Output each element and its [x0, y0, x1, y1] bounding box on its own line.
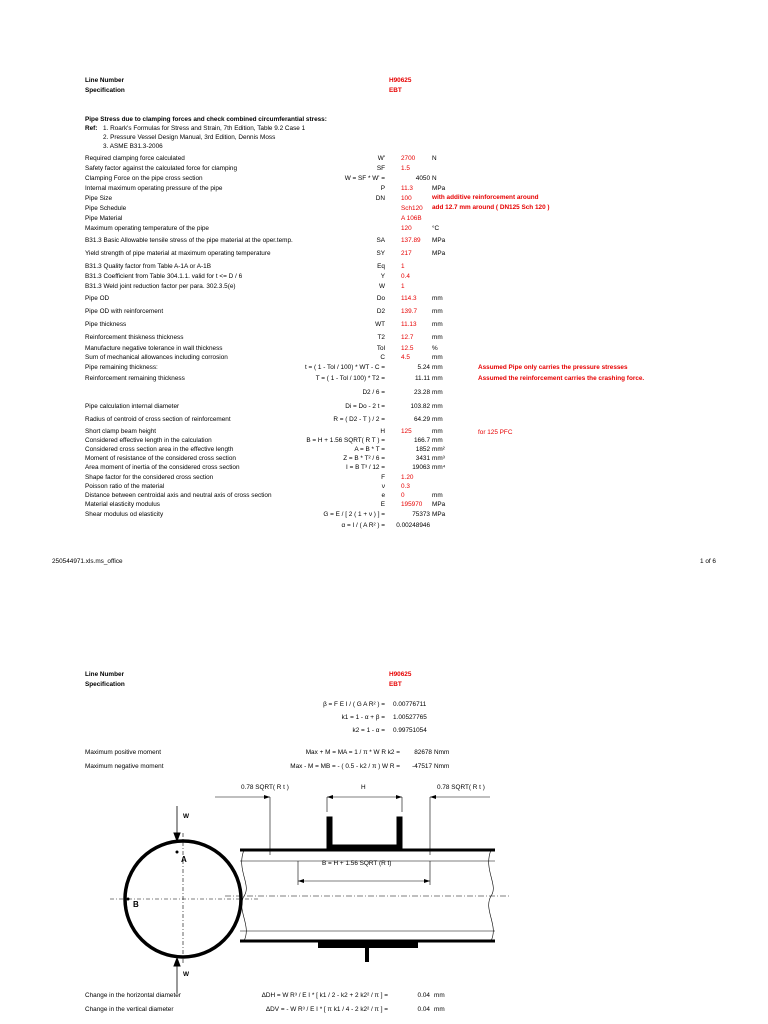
- k2-formula: k2 = 1 - α =: [352, 727, 385, 734]
- row-unit: mm: [432, 295, 443, 302]
- row-unit: mm: [432, 389, 443, 396]
- row-label: Shape factor for the considered cross section: [85, 474, 214, 481]
- w-bottom-label: W: [183, 971, 190, 978]
- row-symbol: R = ( D2 - T ) / 2 =: [333, 416, 385, 423]
- row-unit: mm³: [432, 455, 445, 462]
- reinf-note: Assumed the reinforcement carries the crashing force.: [478, 375, 645, 382]
- row-value: 5.24: [417, 364, 430, 371]
- load-arrow-bottom: [174, 958, 180, 993]
- row-symbol: Eq: [377, 263, 385, 270]
- row-symbol: D2 / 6 =: [362, 389, 385, 396]
- point-a-marker: [176, 851, 179, 854]
- row-unit: MPa: [432, 501, 446, 508]
- row-value: 4.5: [401, 354, 410, 361]
- row-unit: mm⁴: [432, 464, 446, 471]
- row-symbol: Z = B * T² / 6 =: [343, 455, 385, 462]
- row-label: Yield strength of pipe material at maximum operating temperature: [85, 250, 271, 257]
- row-symbol: DN: [375, 195, 385, 202]
- row-symbol: B = H + 1.56 SQRT( R T ) =: [306, 437, 385, 444]
- point-b-marker: [127, 898, 130, 901]
- row-value: 75373: [412, 511, 430, 518]
- row-symbol: t = ( 1 - Tol / 100) * WT - C =: [304, 364, 385, 371]
- row-unit: mm²: [432, 446, 445, 453]
- row-unit: N: [432, 155, 437, 162]
- sch-note: add 12.7 mm around ( DN125 Sch 120 ): [432, 204, 550, 211]
- row-unit: MPa: [432, 185, 446, 192]
- row-symbol: SF: [376, 165, 385, 172]
- row-value: 0: [401, 492, 405, 499]
- row-label: Distance between centroidal axis and neutral axis of cross section: [85, 492, 272, 499]
- row-label: Safety factor against the calculated force for clamping: [85, 165, 238, 172]
- row-unit: mm: [432, 308, 443, 315]
- row-unit: N: [432, 175, 437, 182]
- k2-value: 0.99751054: [393, 727, 427, 734]
- beta-formula: β = F E I / ( G A R² ) =: [323, 701, 385, 708]
- ref-2: 2. Pressure Vessel Design Manual, 3rd Edition, Dennis Moss: [103, 134, 276, 141]
- k1-value: 1.00527765: [393, 714, 427, 721]
- row-label: Required clamping force calculated: [85, 155, 185, 162]
- dimension-arrows: [264, 795, 436, 883]
- row-symbol: I = B T³ / 12 =: [346, 464, 385, 471]
- max-negative-unit: Nmm: [434, 763, 450, 770]
- row-label: B31.3 Weld joint reduction factor per para. 302.3.5(e): [85, 283, 236, 290]
- row-value: 12.7: [401, 334, 414, 341]
- ref-label: Ref:: [85, 125, 98, 132]
- row-value: 64.29: [414, 416, 430, 423]
- row-label: B31.3 Basic Allowable tensile stress of the pipe material at the oper.temp.: [85, 237, 293, 244]
- row-symbol: P: [380, 185, 385, 192]
- footer-page: 1 of 6: [700, 558, 716, 565]
- dimension-lines: [215, 797, 490, 885]
- vertical-change-value: 0.04: [417, 1006, 430, 1013]
- w-top-label: W: [183, 813, 190, 820]
- row-value: 139.7: [401, 308, 417, 315]
- row-unit: mm: [432, 428, 443, 435]
- row-symbol: W': [377, 155, 385, 162]
- dn-note: with additive reinforcement around: [432, 194, 539, 201]
- row-label: Maximum operating temperature of the pipe: [85, 225, 209, 232]
- row-value: 3431: [415, 455, 430, 462]
- horizontal-change-unit: mm: [434, 992, 445, 999]
- max-positive-unit: Nmm: [434, 749, 450, 756]
- row-symbol: α = I / ( A R² ) =: [341, 522, 385, 529]
- row-label: Pipe thickness: [85, 321, 127, 328]
- row-unit: MPa: [432, 250, 446, 257]
- specification-label: Specification: [85, 87, 125, 94]
- row-label: Pipe Schedule: [85, 205, 127, 212]
- row-symbol: C: [380, 354, 385, 361]
- row-label: Pipe Material: [85, 215, 123, 222]
- row-label: Area moment of inertia of the considered cross section: [85, 464, 240, 471]
- row-value: 100: [401, 195, 412, 202]
- row-label: Short clamp beam height: [85, 428, 157, 435]
- row-label: Reinforcement remaining thickness: [85, 375, 185, 382]
- row-label: Pipe remaining thickness:: [85, 364, 158, 371]
- row-unit: mm: [432, 334, 443, 341]
- p2-specification-value: EBT: [389, 681, 402, 688]
- row-value: 103.82: [410, 403, 430, 410]
- row-label: Internal maximum operating pressure of the pipe: [85, 185, 223, 192]
- row-unit: mm: [432, 354, 443, 361]
- row-value: 114.3: [401, 295, 417, 302]
- vertical-change-label: Change in the vertical diameter: [85, 1006, 174, 1013]
- row-value: 11.11: [414, 375, 430, 382]
- row-value: 1.5: [401, 165, 410, 172]
- max-positive-value: 82678: [414, 749, 432, 756]
- point-a-label: A: [181, 855, 187, 864]
- ref-3: 3. ASME B31.3-2006: [103, 143, 163, 150]
- row-value: 11.3: [401, 185, 413, 192]
- row-label: Moment of resistance of the considered cross section: [85, 455, 236, 462]
- bottom-support: [318, 942, 418, 962]
- channel-clamp: [327, 817, 402, 850]
- row-value: 12.5: [401, 345, 414, 352]
- row-unit: mm: [432, 375, 443, 382]
- row-symbol: W: [378, 283, 385, 290]
- row-value: 1852: [415, 446, 430, 453]
- max-negative-value: -47517: [412, 763, 432, 770]
- p2-line-number-value: H90625: [389, 671, 412, 678]
- row-label: Pipe OD: [85, 295, 110, 302]
- row-label: Sum of mechanical allowances including corrosion: [85, 354, 228, 361]
- row-symbol: Tol: [376, 345, 385, 352]
- row-label: Clamping Force on the pipe cross section: [85, 175, 203, 182]
- beta-value: 0.00776711: [393, 701, 427, 708]
- ref-1: 1. Roark's Formulas for Stress and Strain, 7th Edition, Table 9.2 Case 1: [103, 125, 306, 132]
- max-positive-label: Maximum positive moment: [85, 749, 161, 756]
- row-symbol: Di = Do - 2 t =: [345, 403, 385, 410]
- p2-line-number-label: Line Number: [85, 671, 125, 678]
- row-unit: mm: [432, 403, 443, 410]
- row-label: B31.3 Coefficient from Table 304.1.1. valid for t <= D / 6: [85, 273, 243, 280]
- row-value: 0.3: [401, 483, 410, 490]
- row-value: 2700: [401, 155, 416, 162]
- row-symbol: ν: [381, 483, 385, 490]
- pipe-note: Assumed Pipe only carries the pressure stresses: [478, 364, 628, 371]
- row-unit: °C: [432, 225, 440, 232]
- max-negative-formula: Max - M = MB = - ( 0.5 - k2 / π ) W R =: [290, 763, 400, 770]
- max-positive-formula: Max + M = MA = 1 / π * W R k2 =: [305, 749, 400, 756]
- row-unit: MPa: [432, 237, 446, 244]
- row-label: Pipe OD with reinforcement: [85, 308, 164, 315]
- row-value: 217: [401, 250, 412, 257]
- row-value: 23.28: [414, 389, 430, 396]
- row-value: 195970: [401, 501, 423, 508]
- row-label: Manufacture negative tolerance in wall thickness: [85, 345, 223, 352]
- row-label: Considered effective length in the calculation: [85, 437, 212, 444]
- horizontal-change-label: Change in the horizontal diameter: [85, 992, 181, 999]
- row-symbol: WT: [375, 321, 385, 328]
- point-b-label: B: [133, 900, 139, 909]
- row-symbol: E: [380, 501, 385, 508]
- row-unit: MPa: [432, 511, 446, 518]
- vertical-change-unit: mm: [434, 1006, 445, 1013]
- row-label: Poisson ratio of the material: [85, 483, 165, 490]
- row-label: Material elasticity modulus: [85, 501, 160, 508]
- h-note: for 125 PFC: [478, 429, 513, 436]
- p2-specification-label: Specification: [85, 681, 125, 688]
- b-dimension-label: B = H + 1.56 SQRT (R t): [322, 860, 392, 867]
- horizontal-change-value: 0.04: [417, 992, 430, 999]
- row-value: 0.00248946: [396, 522, 430, 529]
- footer-filename: 250544971.xls.ms_office: [52, 558, 123, 565]
- row-symbol: D2: [376, 308, 385, 315]
- row-value: 1.20: [401, 474, 414, 481]
- row-symbol: T2: [377, 334, 385, 341]
- section-title: Pipe Stress due to clamping forces and check combined circumferantial stress:: [85, 116, 327, 123]
- row-value: 120: [401, 225, 412, 232]
- vertical-change-formula: ΔDV = - W R³ / E I * [ π k1 / 4 - 2 k2² / π ] =: [265, 1006, 388, 1013]
- row-symbol: e: [381, 492, 385, 499]
- row-unit: %: [432, 345, 438, 352]
- row-unit: mm: [432, 437, 443, 444]
- row-symbol: W = SF * W' =: [344, 175, 385, 182]
- row-value: 137.89: [401, 237, 421, 244]
- row-value: A 106B: [401, 215, 422, 222]
- h-dimension-label: H: [361, 784, 366, 791]
- row-unit: mm: [432, 416, 443, 423]
- row-value: 1: [401, 263, 405, 270]
- row-symbol: G = E / [ 2 ( 1 + ν ) ] =: [323, 511, 385, 518]
- row-symbol: SY: [376, 250, 385, 257]
- row-symbol: A = B * T =: [354, 446, 385, 453]
- row-symbol: F: [381, 474, 385, 481]
- line-number-label: Line Number: [85, 77, 125, 84]
- ring-cross-section: [110, 833, 260, 965]
- row-symbol: Y: [380, 273, 385, 280]
- row-value: 4050: [415, 175, 430, 182]
- row-value: 166.7: [414, 437, 430, 444]
- row-value: 0.4: [401, 273, 410, 280]
- right-dimension-label: 0.78 SQRT( R t ): [437, 784, 485, 791]
- row-label: Reinforcement thiskness thickness: [85, 334, 184, 341]
- load-arrow-top: [174, 806, 180, 841]
- left-dimension-label: 0.78 SQRT( R t ): [241, 784, 289, 791]
- row-symbol: H: [380, 428, 385, 435]
- row-value: 1: [401, 283, 405, 290]
- row-label: Shear modulus od elasticity: [85, 511, 164, 518]
- row-value: 19063: [412, 464, 430, 471]
- row-label: Pipe calculation internal diameter: [85, 403, 180, 410]
- row-label: Pipe Size: [85, 195, 112, 202]
- row-label: B31.3 Quality factor from Table A-1A or A-1B: [85, 263, 211, 270]
- row-symbol: Do: [376, 295, 385, 302]
- row-symbol: SA: [376, 237, 385, 244]
- row-value: 11.13: [401, 321, 417, 328]
- row-value: 125: [401, 428, 412, 435]
- row-unit: mm: [432, 492, 443, 499]
- row-label: Considered cross section area in the effective length: [85, 446, 234, 453]
- specification-value: EBT: [389, 87, 402, 94]
- row-unit: mm: [432, 321, 443, 328]
- max-negative-label: Maximum negative moment: [85, 763, 164, 770]
- horizontal-change-formula: ΔDH = W R³ / E I * [ k1 / 2 - k2 + 2 k2² / π ] =: [261, 992, 388, 999]
- row-value: Sch120: [401, 205, 423, 212]
- row-label: Radius of centroid of cross section of reinforcement: [85, 416, 231, 423]
- line-number-value: H90625: [389, 77, 412, 84]
- row-unit: mm: [432, 364, 443, 371]
- row-symbol: T = ( 1 - Tol / 100) * T2 =: [315, 375, 385, 382]
- k1-formula: k1 = 1 - α + β =: [341, 714, 385, 721]
